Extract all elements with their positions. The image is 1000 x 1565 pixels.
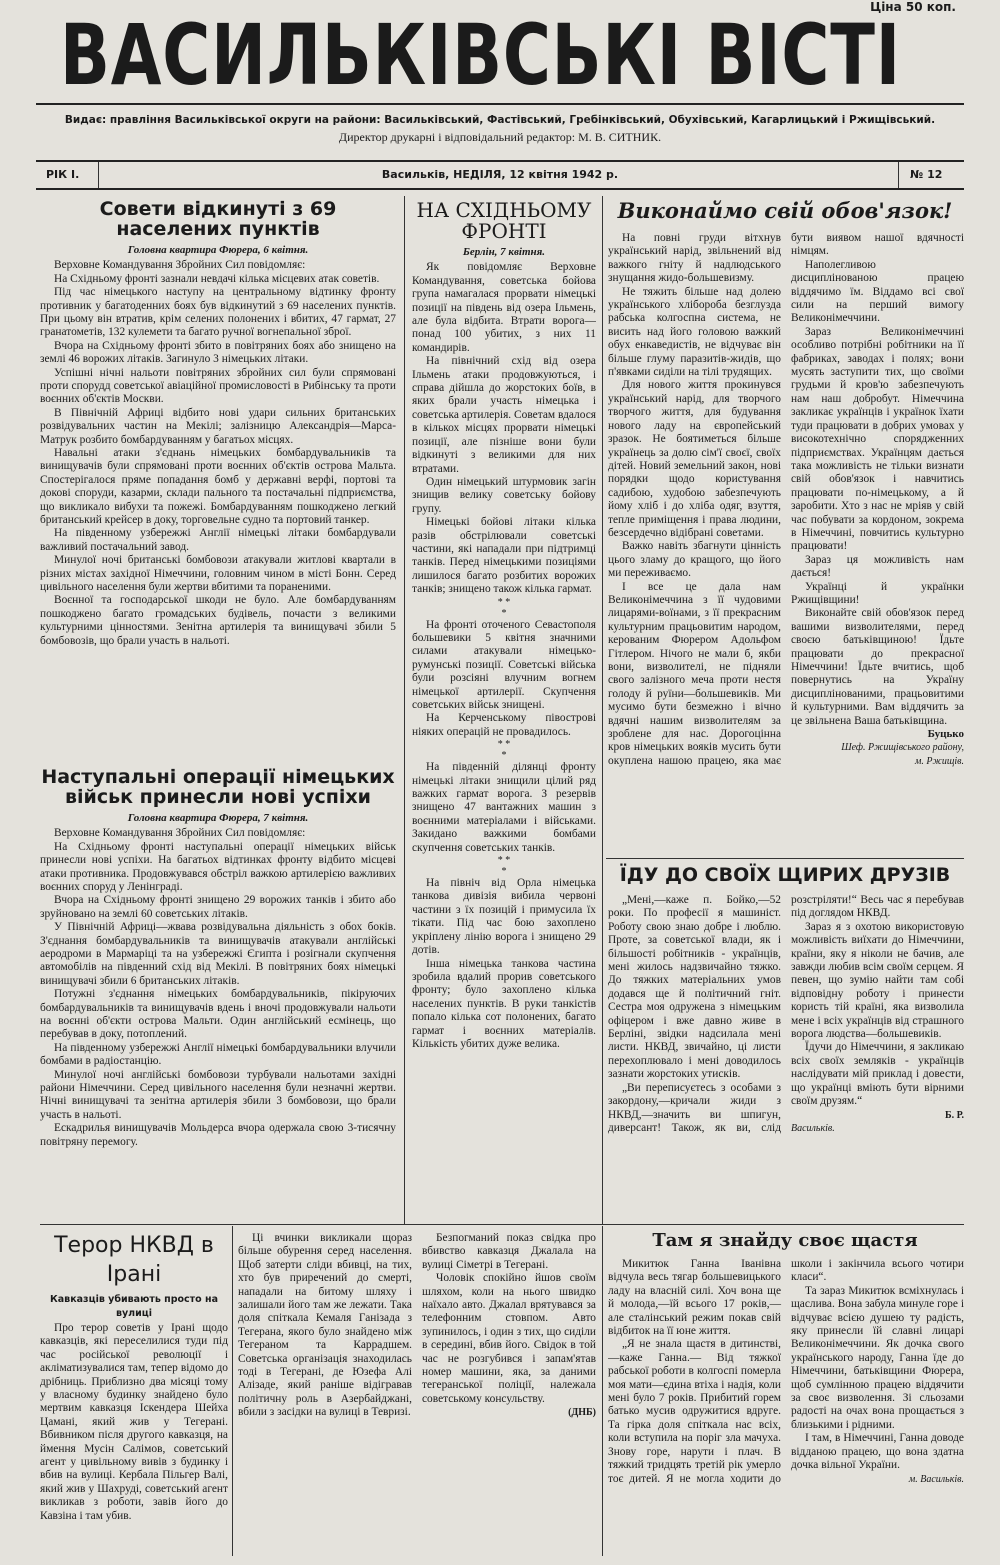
paragraph: У Північній Африці—жвава розвідувальна діяльність з обох боків. З'єднання бомбардувальників та винищувачів атакували англійські аеродроми в Мармаріці та на узбережжі Єгипта і розігнали скупчення автомобілів на південний схід від Мекілі. В повітряних боях німецькі винищувачі збили 6 британських літаків.	[40, 921, 396, 987]
separator-stars: * * *	[497, 739, 511, 762]
article-going-to-friends	[608, 894, 964, 1220]
paragraph: Чоловік спокійно йшов своїм шляхом, коли на нього швидко наїхало авто. Джалал врятувався за телефонним стовпом. Авто зупинилось, і один з тих, що сиділи в середині, вбив його. Свідок в той час не розгубився і запам'ятав номер машини, яка, за даними тегеранської поліції, належала советському консульству.	[422, 1272, 596, 1405]
article-nkvd-terror	[40, 1232, 228, 1562]
paragraph: Вчора на Східньому фронті збито в повітряних боях або знищено на землі 46 ворожих літаків. Загинуло 3 німецьких літаки.	[40, 339, 396, 366]
paragraph: Та зараз Микитюк всміхнулась і щаслива. Вона забула минуле горе і відчуває всією душею ту радість, яку принесли їй славні лицарі Великонімеччини. Як дочка свого українського народу, Ганна їде до Німеччини, батьківщини Фюрера, щоб сумлінною працею віддячити за своє визволення. Зі сльозами радості на очах вона прощається з близькими і рідними.	[791, 1284, 964, 1431]
paragraph: Важко навіть збагнути цінність цього зламу до кращого, що його ми переживаємо.	[608, 540, 781, 580]
paragraph: Потужні з'єднання німецьких бомбардувальників, пікіруючих бомбардувальників та винищувачів вдень і вночі продовжували нальоти на воєнні об'єкти острова Мальти. Один англійський есмінець, що перебував в доку, потоплений.	[40, 988, 396, 1041]
paragraph: На південному узбережжі Англії німецькі бомбардувальники влучили бомбами в радіостанцію.	[40, 1041, 396, 1068]
article-source: Головна квартира Фюрера, 6 квітня.	[127, 243, 309, 256]
paragraph: „Я не знала щастя в дитинстві,—каже Ганна.— Від тяжкої рабської роботи в колгоспі померла моя мати—єдина втіха і надія, коли мені було 7 років. Прибитий горем батько мусив одружитися вдруге. Та гірка доля спіткала нас всіх, коли вступила на поріг зла мачуха. Знову горе, нарути і плач. В тяжкий тридцять третій рік умерло тоє дитей. Я не могла ходити до школи і закінчила всього чотири класи“.	[608, 1258, 964, 1485]
paragraph: Верховне Командування Збройних Сил повідомляє:	[54, 259, 306, 272]
paragraph: На фронті оточеного Севастополя большевики 5 квітня значними силами атакували німецько-румунські позиції. Советські війська були розсіяні влучним вогнем німецької артилерії. Скупчення советських військ знищені.	[412, 618, 596, 711]
article-headline: Терор НКВД в Ірані	[54, 1233, 214, 1287]
paragraph: Зараз я з охотою використовую можливість виїхати до Німеччини, країни, яку я ніколи не бачив, але завжди любив всім своїм серцем. Я певен, що зумію найти там собі відповідну роботу і принести користь тій країні, яка визволила мене і всіх українців від страшного ворога людства—большевиків.	[791, 920, 964, 1041]
paragraph: В Північній Африці відбито нові удари сильних британських розвідувальних частин на Мекілі; залізницю Александрія—Марса-Матрук розбито бомбардуванням у багатьох місцях.	[40, 406, 396, 446]
paragraph: На Керченському півострові ніяких операцій не провадилось.	[412, 712, 596, 738]
article-source: Берлін, 7 квітня.	[462, 246, 546, 258]
separator-stars: * * *	[497, 596, 511, 619]
article-subtitle: Кавказців убивають просто на вулиці	[50, 1294, 218, 1319]
paragraph: Німецькі бойові літаки кілька разів обстрілювали советські частини, які нападали при підтримці танків. Перед німецькими позиціями лишилося багато розбитих ворожих танків; знищено також кілька гармат.	[412, 516, 596, 596]
article-headline: Виконаймо свій обов'язок!	[617, 198, 953, 223]
paragraph: На Східньому фронті зазнали невдачі кілька місцевих атак советів.	[54, 272, 380, 285]
signature-title: Шеф. Ржищівського району,	[841, 742, 964, 754]
paragraph: Наполегливою дисциплінованою працею віддячимо їм. Віддамо всі свої сили на перший вимогу Великонімеччини.	[791, 258, 964, 325]
paragraph: „Ви переписуєтесь з особами з закордону,—кричали жиди з НКВД,—значить ви шпигун, диверсант! Також, як ви, слід розстріляти!“ Весь час я перебував під доглядом НКВД.	[608, 894, 964, 1134]
paragraph: Для нового життя прокинувся український нарід, для творчого творчого життя, для будування нового ладу на європейський зразок. Не боятиметься більше українець за долю сім'ї своєї, своїх дітей. Новий земельний закон, нові порядки щодо користування садибою, худобою забезпечують йому хліб і до хліба одяг, взуття, тепле приміщення і права людини, безсердечно відібрані советами.	[608, 379, 781, 539]
paragraph: І все це дала нам Великонімеччина з її чудовими лицарями-воїнами, з її прекрасним культурним працьовитим народом, керованим Фюрером Адольфом Гітлером. Нічого не мали б, якби вони, визволителі, не підняли свого залізного меча проти нестя голоду й руїни—большевиків. Ми мусимо бути безмежно і вічно вдячні нашим визволителям за зроблене для нас. Дорогоцінна кров німецьких вояків мусить бути окуплена нашою працею, яка має бути виявом нашої вдячності німцям.	[608, 232, 964, 767]
year-label: РІК І.	[46, 168, 80, 181]
column-rule	[232, 1226, 233, 1556]
article-source: Головна квартира Фюрера, 7 квітня.	[127, 811, 309, 824]
paragraph: Ескадрилья винищувачів Мольдерса вчора одержала свою 3-тисячну повітряну перемогу.	[40, 1122, 396, 1148]
article-nkvd-terror-continued	[238, 1232, 596, 1562]
article-soviets-repelled	[40, 200, 396, 740]
paragraph: Один німецький штурмовик загін знищив велику советську бойову групу.	[412, 475, 596, 515]
publisher-text: Видає: правління Васильківської округи на райони: Васильківський, Фастівський, Гребінківський, Обухівський, Кагарлицький і Ржищівський.	[64, 114, 936, 126]
paragraph: Інша німецька танкова частина зробила вдалий прорив советського фронту; було захоплено кілька населених пунктів. В руки танкістів попало кілька сот полонених, багато гармат і воєнних матеріалів. Кількість убитих дуже велика.	[412, 957, 596, 1050]
paragraph: Минулої ночі англійські бомбовози турбували нальотами західні райони Німеччини. Серед цивільного населення були незначні жертви. Нічні винищувачі та зенітна артилерія збили 3 бомбовози, що брали участь в нальоті.	[40, 1068, 396, 1121]
masthead-rule	[36, 103, 964, 105]
paragraph: Про терор советів у Ірані щодо кавказців, які переселилися туди під час російської революції і акліматизувалися там, тепер відомо до дрібниць. Приблизно два місяці тому у власному будинку знайдено було мертвим кавказця Іскендера Шейха Цамані, який жив у Тегерані. Вбивником після другого кавказця, на ймення Мусін Салімов, советський агент у цивільному вивів з будинку і вбив на вулиці. Кербала Пільгер Валі, який жив у Шахруді, советський агент викликав з роботи, завів його до Кавзіна і там убив.	[40, 1322, 228, 1522]
paragraph: Зараз ця можливість нам дається!	[791, 553, 964, 580]
date-label: Васильків, НЕДІЛЯ, 12 квітня 1942 р.	[381, 168, 619, 181]
director-text: Директор друкарні і відповідальний редактор: М. В. СИТНИК.	[338, 130, 662, 144]
article-headline: Там я знайду своє щастя	[652, 1230, 918, 1251]
column-rule	[404, 196, 405, 1224]
article-do-your-duty	[608, 232, 964, 852]
article-headline: НА СХІДНЬОМУ ФРОНТІ	[416, 200, 592, 243]
divider	[898, 162, 899, 188]
article-find-happiness	[608, 1258, 964, 1558]
paragraph: Безпогманий показ свідка про вбивство кавказця Джалала на вулиці Сіметрі в Тегерані.	[422, 1232, 596, 1271]
paragraph: Верховне Командування Збройних Сил повідомляє:	[54, 827, 306, 840]
paragraph: Виконайте свій обов'язок перед вашими визволителями, перед своєю батьківщиною! Їдьте працювати до прекрасної Німеччини! Їдьте вчитись, щоб повернутись на Україну дисциплінованими, працьовитими й культурними. Вам віддячить за це звільнена Ваша батьківщина.	[791, 607, 964, 727]
newspaper-title: ВАСИЛЬКІВСЬКІ ВІСТІ	[60, 6, 901, 104]
paragraph: Не тяжить більше над долею українського хлібороба безглузда рабська колгоспна система, не висить над його головою важкий обух енкаведистів, не відчуває він більше глуму паразитів-жидів, що п'явками сиділи на тілі трудящих.	[608, 285, 781, 379]
paragraph: Зараз Великонімеччині особливо потрібні робітники на її фабриках, заводах і полях; вони мусять заступити тих, що своїми грудьми й кров'ю забезпечують нам наш добробут. Німеччина закликає українців і українок їхати туди працювати в добрих умовах у високотехнічно спорядженних підприємствах. Українцям дається така можливість не тільки визнати свій обов'язок і навчитись працювати по-німецькому, а й заробити. Хто з нас не мріяв у свій час побувати за кордоном, зокрема в Німеччині, повчитись культурно працювати!	[791, 325, 964, 553]
column-rule	[602, 1226, 603, 1556]
paragraph: Вчора на Східньому фронті знищено 29 ворожих танків і збито або зруйновано на землі 60 советських літаків.	[40, 894, 396, 920]
article-headline: Наступальні операції німецьких військ принесли нові успіхи	[41, 768, 395, 808]
dateline-bar	[36, 160, 964, 190]
signature: Буцько	[927, 728, 964, 741]
paragraph: На північний схід від озера Ільмень атаки продовжуються, і справа дійшла до жорстоких боїв, в яких брали участь німецька і советська артилерія. Советам вдалося в кількох місцях прорвати німецькі позиції, але пізніше вони були відкинуті з великими для них втратами.	[412, 355, 596, 475]
section-rule	[40, 1224, 964, 1225]
paragraph: Їдучи до Німеччини, я закликаю всіх своїх земляків - українців наслідувати мій приклад і довести, що українці вміють бути вірними своїм друзям.“	[791, 1041, 964, 1108]
paragraph: Минулої ночі британські бомбовози атакували житлові квартали в різних містах західної Німеччини, головним чином в місті Бонн. Серед цивільного населення були жертви вбитими та пораненими.	[40, 554, 396, 594]
paragraph: „Мені,—каже п. Бойко,—52 роки. По професії я машиніст. Роботу свою знаю добре і люблю. Проте, за советської влади, як і більшості робітників - українців, мені жилось надзвичайно тяжко. До тяжких матеріальних умов додався ще й політичний гніт. Сестра моя одружена з німецьким офіцером і вже давно живе в Берліні, звідки надсилала мені листи. НКВД, звичайно, ці листи перехоплювало і мені доводилось зазнати жорстоких утисків.	[608, 894, 781, 1081]
publisher-line	[60, 112, 940, 146]
article-eastern-front	[412, 200, 596, 1220]
article-offensive-success	[40, 768, 396, 1220]
price-label: Ціна 50 коп.	[870, 0, 956, 14]
signature-place: Васильків.	[791, 1122, 835, 1134]
paragraph: На північ від Орла німецька танкова дивізія вибила червоні частини з їх позицій і примусила їх тікати. Під час бою захоплено укріплену лінію ворога і знищено 29 дотів.	[412, 877, 596, 957]
paragraph: Успішні нічні нальоти повітряних збройних сил були спрямовані проти спорудд советської авіаційної промисловості в Рибінську та проти воєнних об'єктів Москви.	[40, 366, 396, 406]
issue-number: № 12	[910, 168, 943, 181]
paragraph: На повні груди вітхнув український нарід, звільнений від важкого гніту й надлюдського знущання жидо-большевизму.	[608, 232, 781, 285]
article-headline: Совети відкинуті з 69 населених пунктів	[99, 200, 337, 240]
signature-place: м. Васильків.	[908, 1473, 964, 1485]
article-headline: ЇДУ ДО СВОЇХ ЩИРИХ ДРУЗІВ	[619, 864, 951, 886]
signature-place: м. Ржищів.	[915, 755, 964, 767]
column-rule	[602, 196, 603, 1224]
paragraph: На південному узбережжі Англії німецькі літаки бомбардували важливий постачальний завод.	[40, 527, 396, 553]
paragraph: Микитюк Ганна Іванівна відчула весь тягар большевицького ладу на власній силі. Хоч вона ще й молода,—їй всього 17 років,—але сталінський режим покав свій відбиток на її юне життя.	[608, 1258, 781, 1338]
paragraph: І там, в Німеччині, Ганна доводе відданою працею, що вона здатна дочка вільної України.	[791, 1432, 964, 1472]
paragraph: Українці й українки Ржищівщини!	[791, 580, 964, 606]
paragraph: Ці вчинки викликали щораз більше обурення серед населення. Щоб затерти сліди вбивці, на тих, хто був приречений до смерті, нападали на битому шляху і залишали його там же лежати. Така доля спіткала Кемаля Ганізада з Тегерана, якого було знайдено між Тегераном та Каррадшем. Советська організація знаходилась тоді в Тегерані, де Юзефа Алі Алізаде, який раніше відігравав політичну роль в Азербайджані, вбили з засідки на вулиці в Тевризі.	[238, 1232, 412, 1419]
source-tag: (ДНБ)	[568, 1407, 596, 1419]
paragraph: Воєнної та господарської шкоди не було. Але бомбардуванням пошкоджено багато громадських будівель, почасти з великими культурними цінностями. Зенітна артилерія та винищувачі збили 5 бомбовозів, що брали участь в нальоті.	[40, 594, 396, 647]
paragraph: Навальні атаки з'єднань німецьких бомбардувальників та винищувачів були спрямовані проти воєнних об'єктів острова Мальта. Спостерігалося пряме попадання бомб у державні верфі, портові та докові споруди, казарми, склади пального та постачальні підприємства, що викликало вибухи та пожежі. Бомбардуванням пошкоджено легкий британський крейсер в доку, торговельне судно та портовий танкер.	[40, 446, 396, 526]
section-rule	[606, 858, 964, 859]
paragraph: На Східньому фронті наступальні операції німецьких військ принесли нові успіхи. На багатьох відтинках фронту відбито місцеві атаки противника. Продовжувався обстріл важкою артилерією важливих воєнних споруд у Ленінграді.	[40, 840, 396, 893]
paragraph: На південній ділянці фронту німецькі літаки знищили цілий ряд важких гармат ворога. З резервів знищено 47 вантажних машин з воєнними матеріалами і військами. Закидано важкими бомбами скупчення советських танків.	[412, 761, 596, 854]
separator-stars: * * *	[497, 855, 511, 878]
signature: Б. Р.	[945, 1109, 964, 1121]
paragraph: Як повідомляє Верховне Командування, советська бойова група намагалася прорвати німецькі позиції на південь від озера Ільмень, але була відбита. Втрати ворога—понад 100 убитих, з них 11 командирів.	[412, 261, 596, 354]
paragraph: Під час німецького наступу на центральному відтинку фронту противник у багатоденних боях був відкинутий з 69 населених пунктів. При цьому він втратив, крім селених полонених і вбитих, 47 гармат, 27 гранатометів, 132 кулемети та багато ручної вогнепальної зброї.	[40, 286, 396, 339]
